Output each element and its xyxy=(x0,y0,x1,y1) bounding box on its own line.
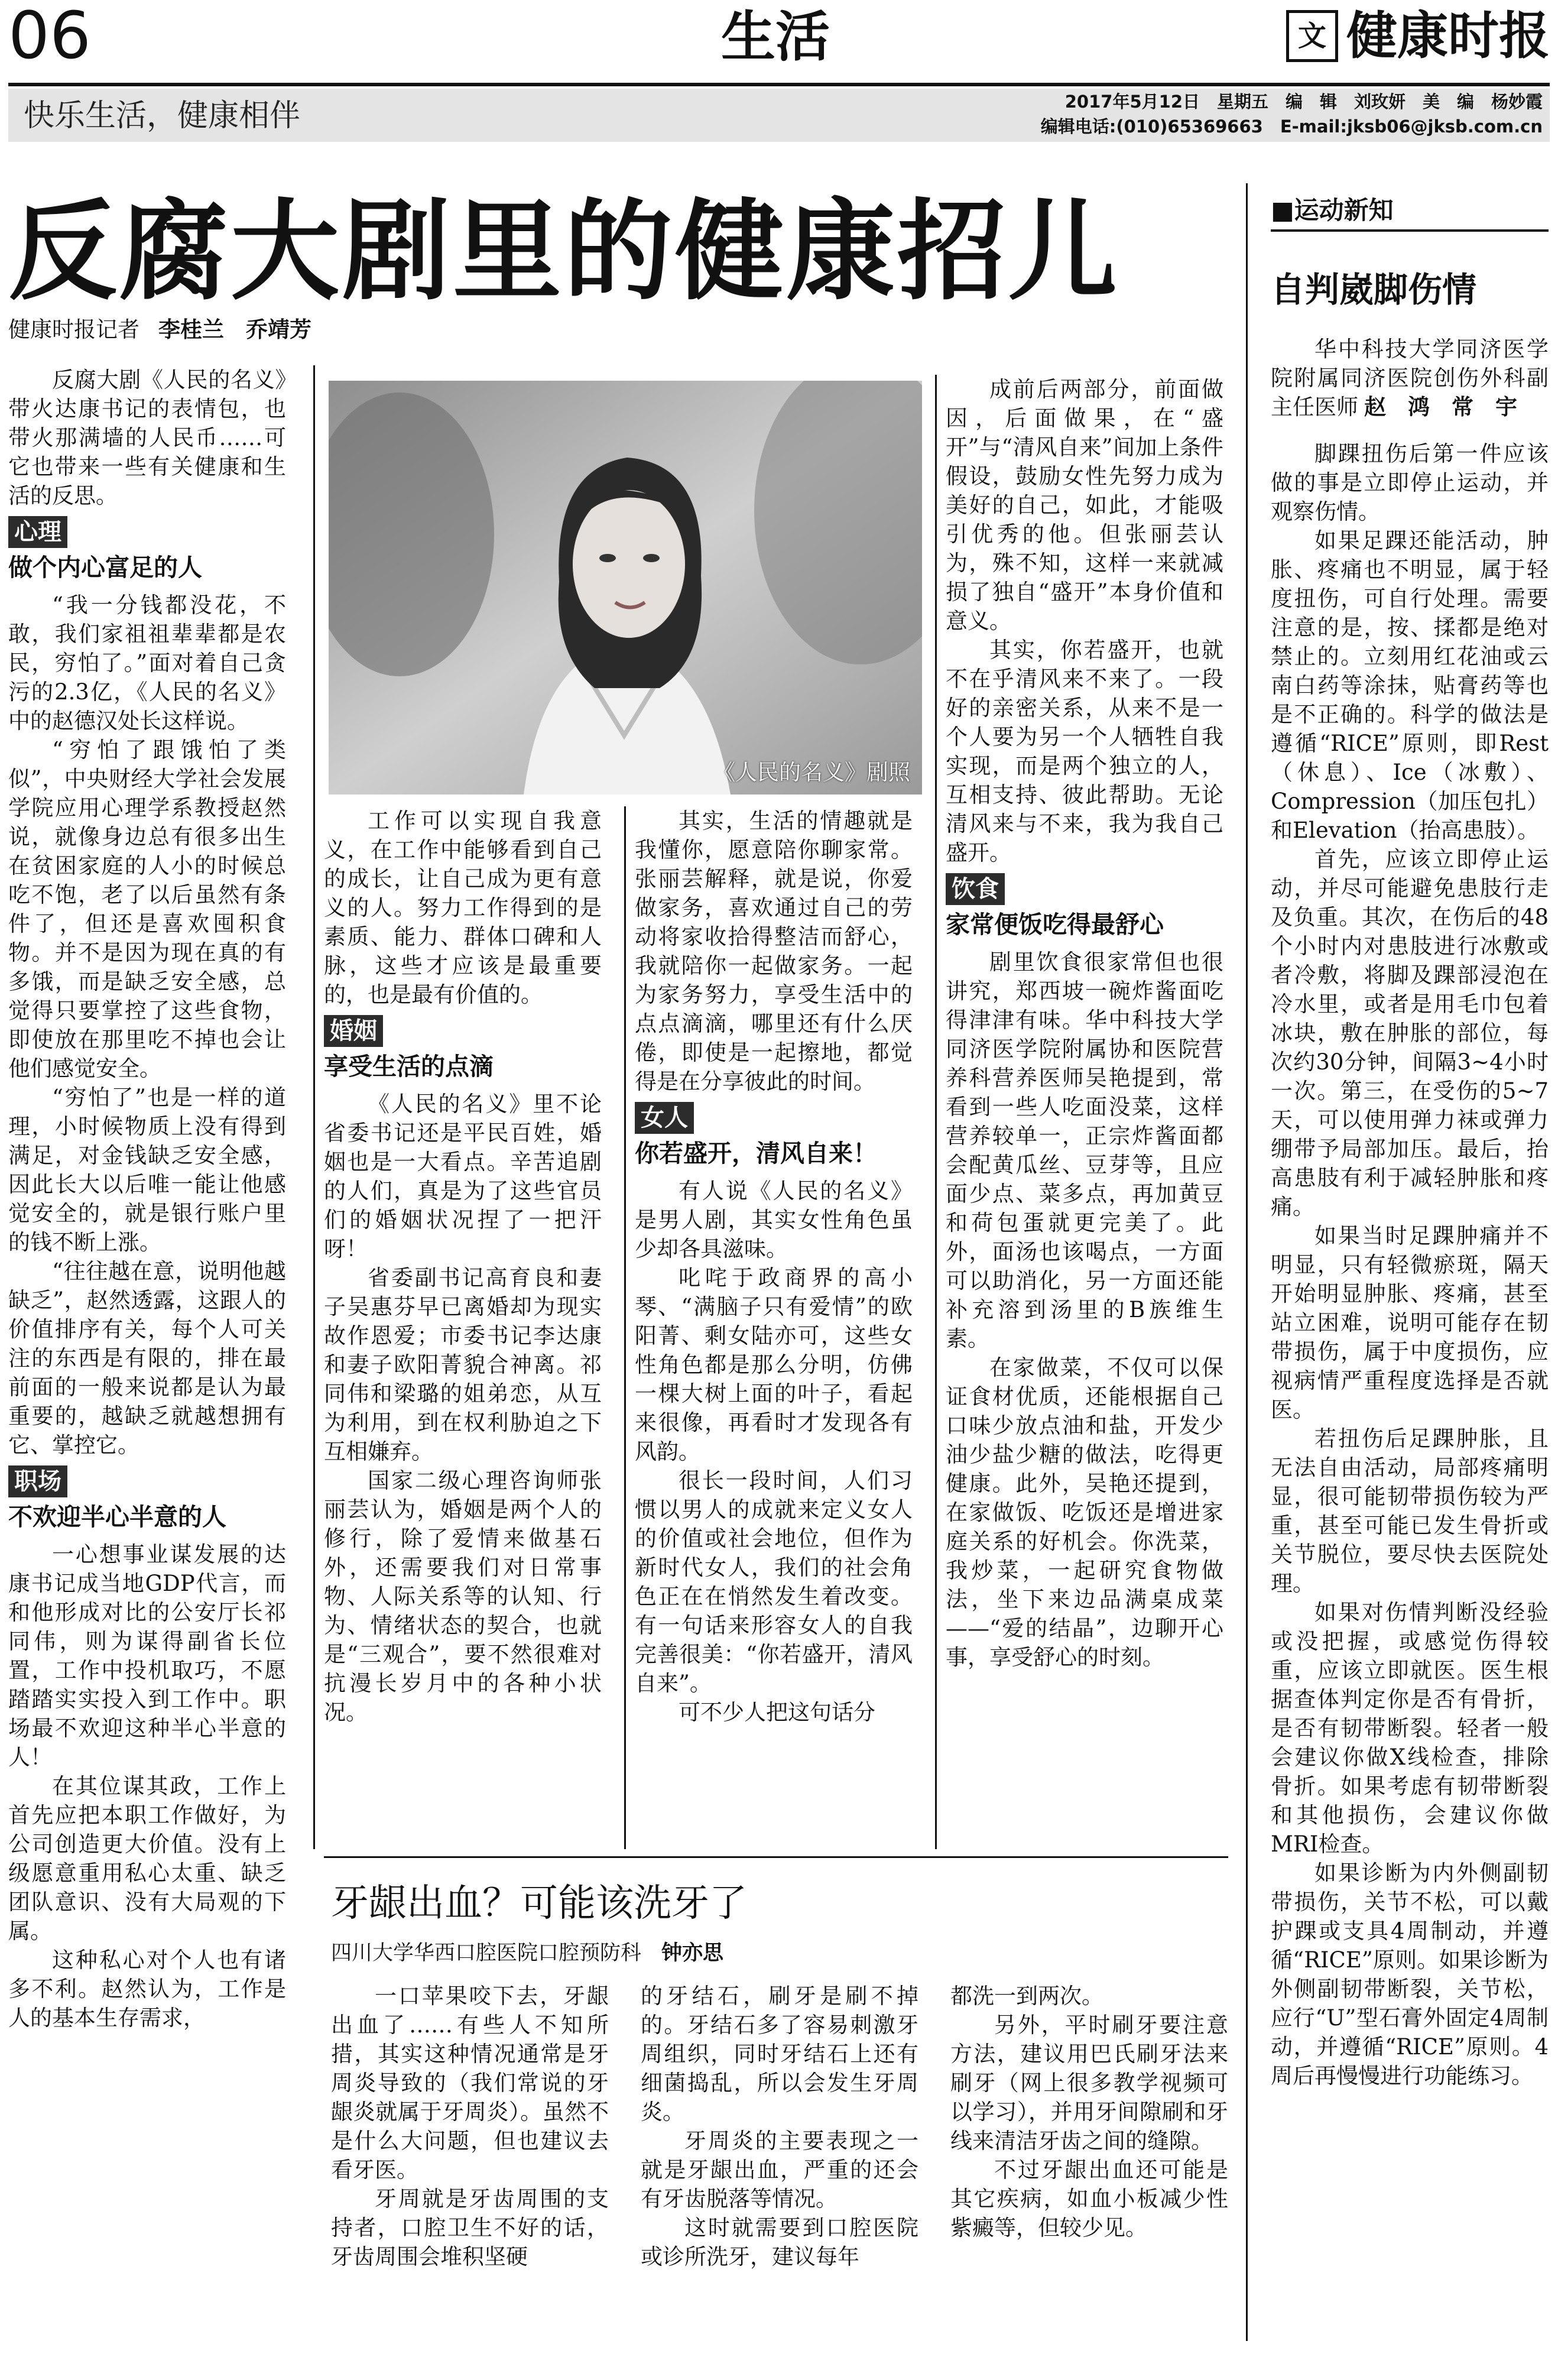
paragraph: 《人民的名义》里不论省委书记还是平民百姓，婚姻也是一大看点。辛苦追剧的人们，真是为了这些官员们的婚姻状况捏了一把汗呀！ xyxy=(324,1091,602,1262)
teeth-col-2 xyxy=(641,1982,918,2271)
subhead-diet: 家常便饭吃得最舒心 xyxy=(946,910,1164,939)
paragraph: 如果足踝还能活动，肿胀、疼痛也不明显，属于轻度扭伤，可自行处理。需要注意的是，按、揉都是绝对禁止的。立刻用红花油或云南白药等涂抹，贴膏药等也是不正确的。科学的做法是遵循“RICE”原则，即Rest（休息）、Ice（冰敷）、Compression（加压包扎）和Elevation（抬高患肢）。 xyxy=(1271,528,1549,843)
main-headline: 反腐大剧里的健康招儿 xyxy=(8,187,1120,315)
tag-workplace: 职场 xyxy=(8,1465,67,1497)
tag-diet: 饮食 xyxy=(946,873,1005,905)
paragraph: 省委副书记高育良和妻子吴惠芬早已离婚却为现实故作恩爱；市委书记李达康和妻子欧阳菁貌合神离。祁同伟和梁璐的姐弟恋，从互为利用，到在权利胁迫之下互相嫌弃。 xyxy=(324,1265,602,1464)
paragraph: “我一分钱都没花，不敢，我们家祖祖辈辈都是农民，穷怕了。”面对着自己贪污的2.3亿，《人民的名义》中的赵德汉处长这样说。 xyxy=(8,592,286,734)
byline-names: 李桂兰 乔靖芳 xyxy=(158,317,311,342)
page-number: 06 xyxy=(8,0,91,73)
subhead-psychology: 做个内心富足的人 xyxy=(8,553,202,582)
paragraph: 有人说《人民的名义》是男人剧，其实女性角色虽少却各具滋味。 xyxy=(635,1178,913,1262)
column-rule xyxy=(935,375,937,1849)
teeth-article-title: 牙龈出血？可能该洗牙了 xyxy=(331,1882,747,1925)
paragraph: 其实，生活的情趣就是我懂你，愿意陪你聊家常。张丽芸解释，就是说，你爱做家务，喜欢通过自己的劳动将家收拾得整洁而舒心，我就陪你一起做家务。一起为家务努力，享受生活中的点点滴滴，哪里还有什么厌倦，即使是一起擦地，都觉得是在分享彼此的时间。 xyxy=(635,808,913,1094)
sidebar-byline-org: 华中科技大学同济医学院附属同济医院创伤外科副主任医师 xyxy=(1271,336,1549,420)
subhead-women: 你若盛开，清风自来！ xyxy=(635,1139,877,1168)
intro-paragraph: 反腐大剧《人民的名义》带火达康书记的表情包，也带火那满墙的人民币……可它也带来一些有关健康和生活的反思。 xyxy=(8,367,286,508)
section-rule xyxy=(324,1856,1228,1858)
tag-psychology: 心理 xyxy=(8,516,67,548)
paragraph: 一心想事业谋发展的达康书记成当地GDP代言，而和他形成对比的公安厅长祁同伟，则为谋得副省长位置，工作中投机取巧，不愿踏踏实实投入到工作中。职场最不欢迎这种半心半意的人！ xyxy=(8,1542,286,1770)
paragraph: 其实，你若盛开，也就不在乎清风来不来了。一段好的亲密关系，从来不是一个人要为另一个人牺牲自我实现，而是两个独立的人，互相支持、彼此帮助。无论清风来与不来，我为我自己盛开。 xyxy=(946,637,1223,865)
sidebar-title: 自判崴脚伤情 xyxy=(1271,270,1477,310)
paragraph: 国家二级心理咨询师张丽芸认为，婚姻是两个人的修行，除了爱情来做基石外，还需要我们对日常事物、人际关系等的认知、行为、情绪状态的契合，也就是“三观合”，要不然很难对抗漫长岁月中的各种小状况。 xyxy=(324,1468,602,1725)
main-byline xyxy=(8,312,311,348)
paragraph: “穷怕了跟饿怕了类似”，中央财经大学社会发展学院应用心理学系教授赵然说，就像身边总有很多出生在贫困家庭的人小的时候总吃不饱，老了以后虽然有条件了，但还是喜欢囤积食物。并不是因为现在真的有多饿，而是缺乏安全感，总觉得只要掌控了这些食物，即使放在那里吃不掉也会让他们感觉安全。 xyxy=(8,737,286,1081)
logo-text: 健康时报 xyxy=(1346,6,1550,66)
sidebar-byline-name: 赵 鸿 常 宇 xyxy=(1364,394,1517,420)
paragraph: 若扭伤后足踝肿胀，且无法自由活动，局部疼痛明显，很可能韧带损伤较为严重，甚至可能已发生骨折或关节脱位，要尽快去医院处理。 xyxy=(1271,1426,1549,1596)
spacer xyxy=(1271,421,1549,439)
paragraph: 牙周炎的主要表现之一就是牙龈出血，严重的还会有牙齿脱落等情况。 xyxy=(641,2128,918,2212)
paragraph: 剧里饮食很家常但也很讲究，郑西坡一碗炸酱面吃得津津有味。华中科技大学同济医学院附属协和医院营养科营养医师吴艳提到，常看到一些人吃面没菜，这样营养较单一，正宗炸酱面都会配黄瓜丝、豆芽等，且应面少点、菜多点，再加黄豆和荷包蛋就更完美了。此外，面汤也该喝点，一方面可以助消化，另一方面还能补充溶到汤里的B族维生素。 xyxy=(946,949,1223,1351)
teeth-col-1 xyxy=(331,1982,609,2271)
paragraph: 脚踝扭伤后第一件应该做的事是立即停止运动，并观察伤情。 xyxy=(1271,441,1549,524)
tag-women: 女人 xyxy=(635,1102,694,1134)
teeth-byline xyxy=(331,1937,723,1970)
paragraph: 如果当时足踝肿痛并不明显，只有轻微瘀斑，隔天开始明显肿胀、疼痛，甚至站立困难，说明可能存在韧带损伤，属于中度损伤，应视病情严重程度选择是否就医。 xyxy=(1271,1223,1549,1422)
paragraph: 可不少人把这句话分 xyxy=(679,1700,875,1725)
masthead-rule xyxy=(8,83,1550,86)
paragraph: 叱咤于政商界的高小琴、“满脑子只有爱情”的欧阳菁、剩女陆亦可，这些女性角色都是那么分明，仿佛一棵大树上面的叶子，看起来很像，再看时才发现各有风韵。 xyxy=(635,1265,913,1464)
paragraph: 首先，应该立即停止运动，并尽可能避免患肢行走及负重。其次，在伤后的48个小时内对患肢进行冰敷或者冷敷，将脚及踝部浸泡在冷水里，或者是用毛巾包着冰块，敷在肿胀的部位，每次约30分钟，间隔3~4小时一次。第三，在受伤的5~7天，可以使用弹力袜或弹力绷带予局部加压。最后，抬高患肢有利于减轻肿胀和疼痛。 xyxy=(1271,847,1549,1220)
sidebar-tag-rule xyxy=(1271,229,1549,232)
paragraph: 不过牙龈出血还可能是其它疾病，如血小板减少性紫癜等，但较少见。 xyxy=(950,2157,1228,2240)
contact-line: 编辑电话:(010)65369663 E-mail:jksb06@jksb.com.cn xyxy=(1040,116,1543,137)
paragraph: 这时就需要到口腔医院或诊所洗牙，建议每年 xyxy=(641,2215,918,2269)
photo-illustration xyxy=(329,381,922,795)
paragraph: 如果对伤情判断没经验或没把握，或感觉伤得较重，应该立即就医。医生根据查体判定你是否有骨折，是否有韧带断裂。轻者一般会建议你做X线检查，排除骨折。如果考虑有韧带断裂和其他损伤，会建议你做MRI检查。 xyxy=(1271,1600,1549,1857)
subhead-workplace: 不欢迎半心半意的人 xyxy=(8,1503,226,1531)
paragraph: “穷怕了”也是一样的道理，小时候物质上没有得到满足，对金钱缺乏安全感，因此长大以后唯一能让他感觉安全的，就是银行账户里的钱不断上涨。 xyxy=(8,1085,286,1255)
main-col-3 xyxy=(635,806,913,1727)
subhead-marriage: 享受生活的点滴 xyxy=(324,1052,494,1081)
column-rule xyxy=(313,365,315,1849)
main-col-1 xyxy=(8,365,286,2032)
teeth-byline-org: 四川大学华西口腔医院口腔预防科 xyxy=(331,1941,642,1965)
teeth-byline-name: 钟亦思 xyxy=(661,1941,724,1965)
paragraph: 一口苹果咬下去，牙龈出血了……有些人不知所措，其实这种情况通常是牙周炎导致的（我们常说的牙龈炎就属于牙周炎）。虽然不是什么大问题，但也建议去看牙医。 xyxy=(331,1983,609,2183)
newspaper-logo xyxy=(1286,6,1550,66)
paragraph: 工作可以实现自我意义，在工作中能够看到自己的成长，让自己成为更有意义的人。努力工作得到的是素质、能力、群体口碑和人脉，这些才应该是最重要的，也是最有价值的。 xyxy=(324,808,602,1007)
paragraph: 如果诊断为内外侧副韧带损伤，关节不松，可以戴护踝或支具4周制动，并遵循“RICE”原则。如果诊断为外侧副韧带断裂，关节松，应行“U”型石膏外固定4周制动，并遵循“RICE”原则。4周后再慢慢进行功能练习。 xyxy=(1271,1860,1549,2089)
paragraph: 在家做菜，不仅可以保证食材优质，还能根据自己口味少放点油和盐，开发少油少盐少糖的做法，吃得更健康。此外，吴艳还提到，在家做饭、吃饭还是增进家庭关系的好机会。你洗菜，我炒菜，一起研究食物做法，坐下来边品满桌成菜——“爱的结晶”，边聊开心事，享受舒心的时刻。 xyxy=(946,1355,1223,1670)
drama-still-photo xyxy=(329,381,922,795)
sidebar-tag: ■运动新知 xyxy=(1271,196,1394,225)
main-col-2 xyxy=(324,806,602,1727)
byline-prefix: 健康时报记者 xyxy=(8,317,139,342)
paragraph: 的牙结石，刷牙是刷不掉的。牙结石多了容易刺激牙周组织，同时牙结石上还有细菌捣乱，所以会发生牙周炎。 xyxy=(641,1983,918,2125)
paragraph: “往往越在意，说明他越缺乏”，赵然透露，这跟人的价值排序有关，每个人可关注的东西是有限的，排在最前面的一般来说都是认为最重要的，越缺乏就越想拥有它、掌控它。 xyxy=(8,1259,286,1458)
paragraph: 牙周就是牙齿周围的支持者，口腔卫生不好的话，牙齿周围会堆积坚硬 xyxy=(331,2186,609,2269)
paragraph: 很长一段时间，人们习惯以男人的成就来定义女人的价值或社会地位，但作为新时代女人，我们的社会角色正在在悄然发生着改变。有一句话来形容女人的自我完善很美：“你若盛开，清风自来”。 xyxy=(635,1468,913,1696)
teeth-col-3 xyxy=(950,1982,1228,2242)
date-editor-line: 2017年5月12日 星期五 编 辑 刘玫妍 美 编 杨妙霞 xyxy=(1064,92,1543,112)
logo-mark: 文 xyxy=(1286,10,1338,62)
sidebar-byline xyxy=(1271,335,1549,421)
paragraph: 都洗一到两次。 xyxy=(950,1983,1103,2009)
main-col-4 xyxy=(946,375,1223,1672)
column-rule xyxy=(624,806,626,1849)
section-title: 生活 xyxy=(721,5,830,69)
sidebar-rule xyxy=(1246,183,1248,2341)
photo-caption: 《人民的名义》剧照 xyxy=(713,760,910,785)
paragraph: 另外，平时刷牙要注意方法，建议用巴氏刷牙法来刷牙（网上很多教学视频可以学习），并用牙间隙刷和牙线来清洁牙齿之间的缝隙。 xyxy=(950,2012,1228,2154)
paragraph: 成前后两部分，前面做因，后面做果，在“盛开”与“清风自来”间加上条件假设，鼓励女性先努力成为美好的自己，如此，才能吸引优秀的他。但张丽芸认为，殊不知，这样一来就减损了独自“盛开”本身价值和意义。 xyxy=(946,377,1223,634)
slogan: 快乐生活，健康相伴 xyxy=(24,98,301,134)
paragraph: 在其位谋其政，工作上首先应把本职工作做好，为公司创造更大价值。没有上级愿意重用私心太重、缺乏团队意识、没有大局观的下属。 xyxy=(8,1773,286,1944)
tag-marriage: 婚姻 xyxy=(324,1015,383,1047)
sidebar-body xyxy=(1271,335,1549,2090)
paragraph: 这种私心对个人也有诸多不利。赵然认为，工作是人的基本生存需求， xyxy=(8,1947,286,2031)
